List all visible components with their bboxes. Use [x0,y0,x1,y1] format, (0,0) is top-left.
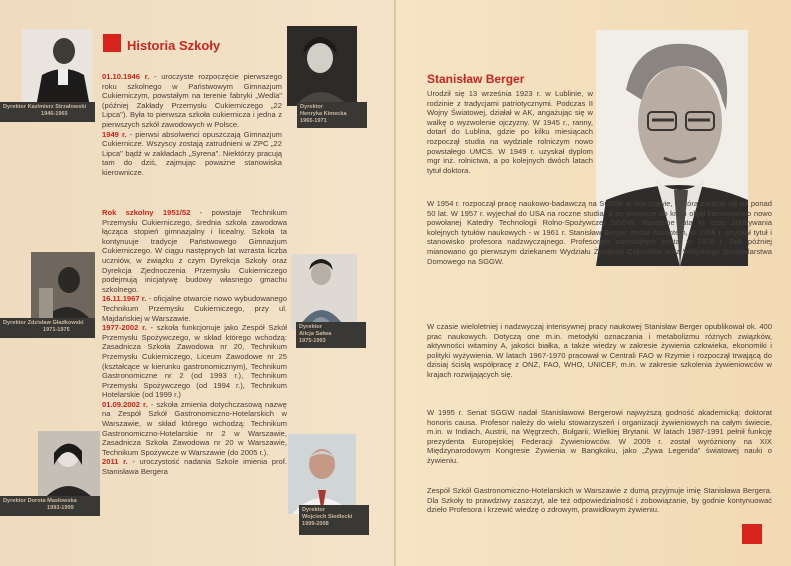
caption-director-3: Dyrektor Zdzisław Gładkowski 1971-1975 [0,318,95,338]
left-page [0,0,395,566]
right-page-title: Stanisław Berger [427,72,525,86]
photo-director-5 [38,431,100,501]
caption-director-6: Dyrektor Wojciech Siedlecki 1999-2008 [299,505,369,535]
photo-director-3 [31,252,95,322]
caption-director-5: Dyrektor Dorota Masłowska 1993-1999 [0,496,100,516]
history-text-1: 01.10.1946 r. - uroczyste rozpoczęcie pierwszego roku szkolnego w Państwowym Gimnazjum Cukierniczym, powstałym na terenie fabryki „Wedla" (później Zakłady Przemysłu Cukierniczego „22 Lipca"). Była to pierwsza szkoła cukiernicza i jedna z pierwszych szkół zawodowych w Polsce. 1949 r. - pierwsi absolwenci opuszczają Gimnazjum Cukiernicze. Wszyscy zostają zatrudnieni w ZPC „22 Lipca" bądź w zakładach „Syrena". Niektórzy pracują tam do dziś, zajmując poważne stanowiska kierownicze. [102,72,283,177]
title-square-red [103,34,121,52]
photo-director-1 [22,29,92,107]
photo-director-2 [287,26,357,106]
bio-paragraph-5: Zespół Szkół Gastronomiczno-Hotelarskich w Warszawie z dumą przyjmuje imię Stanisława Bergera. Dla Szkoły to prawdziwy zaszczyt, ale też odpowiedzialność i zobowiązanie, by godnie kontynuować dzieło Profesora i krzewić wiedzę o zdrowym, prawidłowym żywieniu. [427,486,772,515]
photo-director-6 [288,434,356,514]
caption-director-1: Dyrektor Kazimierz Strzałowski 1946-1965 [0,102,95,122]
bio-paragraph-4: W 1995 r. Senat SGGW nadał Stanisławowi Bergerowi najwyższą godność akademicką: doktorat honoris causa. Profesor należy do wielu stowarzyszeń i organizacji żywieniowych na całym świecie, m.in. w Indiach, Austrii, na Węgrzech, Bułgarii, Wielkiej Brytanii. W latach 1987-1991 pełnił funkcję prezydenta Europejskiej Federacji Żywieniowców. W 2009 r. został wyróżniony na XIX Międzynarodowym Kongresie Żywienia w Bangkoku, jako „Żywa Legenda" światowej nauki o żywieniu. [427,408,772,465]
history-text-2: Rok szkolny 1951/52 - powstaje Technikum Przemysłu Cukierniczego, średnia szkoła zawodowa łącząca stopień gimnazjalny i licealny. Szkoła ta kontynuuje tradycje Państwowego Gimnazjum Cukierniczego. W ciągu następnych lat wzrasta liczba uczniów, w związku z czym Dyrekcja Szkoły oraz Dyrekcja Zjednoczenia Przemysłu Cukierniczego podejmują inicjatywę budowy własnego gmachu szkolnego. 16.11.1967 r. - oficjalne otwarcie nowo wybudowanego Technikum Przemysłu Cukierniczego, przy ul. Majdańskiej w Warszawie. 1977-2002 r. - szkoła funkcjonuje jako Zespół Szkół Przemysłu Spożywczego, w skład którego wchodzą: Zasadnicza Szkoła Zawodowa nr 20, Technikum Przemysłu Cukierniczego, Liceum Zawodowe nr 25 (kształcące w kierunku gastronomicznym), Technikum Gastronomiczne nr 2 (od 1993 r.), Technikum Przemysłu Spożywczego (od 1994 r.), Technikum Hotelarskie (od 1999 r.) 01.09.2002 r. - szkoła zmienia dotychczasową nazwę na Zespół Szkół Gastronomiczno-Hotelarskich w Warszawie, w skład którego wchodzą: Technikum Gastronomiczno-Hotelarskie nr 2 w Warszawie, Zasadnicza Szkoła Zawodowa nr 20 w Warszawie, Technikum Spożywcze w Warszawie (do 2005 r.). 2011 r. - uroczystość nadania Szkole imienia prof. Stanisława Bergera [102,208,288,477]
caption-director-4: Dyrektor Alicja Sałwa 1975-1993 [296,322,366,348]
photo-director-4 [291,254,357,330]
bio-paragraph-3: W czasie wieloletniej i nadzwyczaj intensywnej pracy naukowej Stanisław Berger opublikował ok. 400 prac naukowych. Dotyczą one m.in. metodyki oznaczania i metabolizmu różnych związków, aktywności witaminy A, jakości białka, a także wiedzy w zakresie żywienia człowieka, ekonomiki i polityki wyżywienia. W latach 1967-1970 pracował w Centrali FAO w Rzymie i rozpoczął trwającą do dzisiaj ścisłą współpracę z ONZ, FAO, WHO, UNICEF, m.in. w zakresie szkolenia żywieniowców w krajach rozwijających się. [427,322,772,379]
corner-square-red [742,524,762,544]
bio-paragraph-1: Urodził się 13 września 1923 r. w Lublinie, w rodzinie z tradycjami patriotycznymi. Podczas II Wojny Światowej, działał w AK, angażując się w walkę o wyzwolenie ojczyzny. W 1945 r., ranny, dotarł do Lublina, gdzie po kilku miesiącach rozpoczął studia na wydziale rolniczym nowo powstałego UMCS. W 1949 r. uzyskał dyplom mgr inż. rolnictwa, a po kolejnych dwóch latach tytuł doktora. [427,89,593,175]
left-page-title: Historia Szkoły [127,38,221,53]
bio-paragraph-2: W 1954 r. rozpoczął pracę naukowo-badawczą na SGGW w Warszawie, z którą związał się na ponad 50 lat. W 1957 r. wyjechał do USA na roczne studia, a po powrocie do kraju objął kierownictwo nowo powołanej Katedry Technologii Rolno-Spożywczej SGGW. Następne lata to czas zdobywania kolejnych tytułów naukowych - w 1961 r. Stanisław Berger został docentem, w 1966 r. uzyskał tytuł i stanowisko profesora nadzwyczajnego. Profesorem zwyczajnym został w 1976 r. Rok później mianowano go pierwszym dziekanem Wydziału Żywienia Człowieka oraz Wiejskiego Gospodarstwa Domowego na SGGW. [427,199,772,266]
right-page [396,0,791,566]
caption-director-2: Dyrektor Henryka Kimecka 1965-1971 [297,102,367,128]
